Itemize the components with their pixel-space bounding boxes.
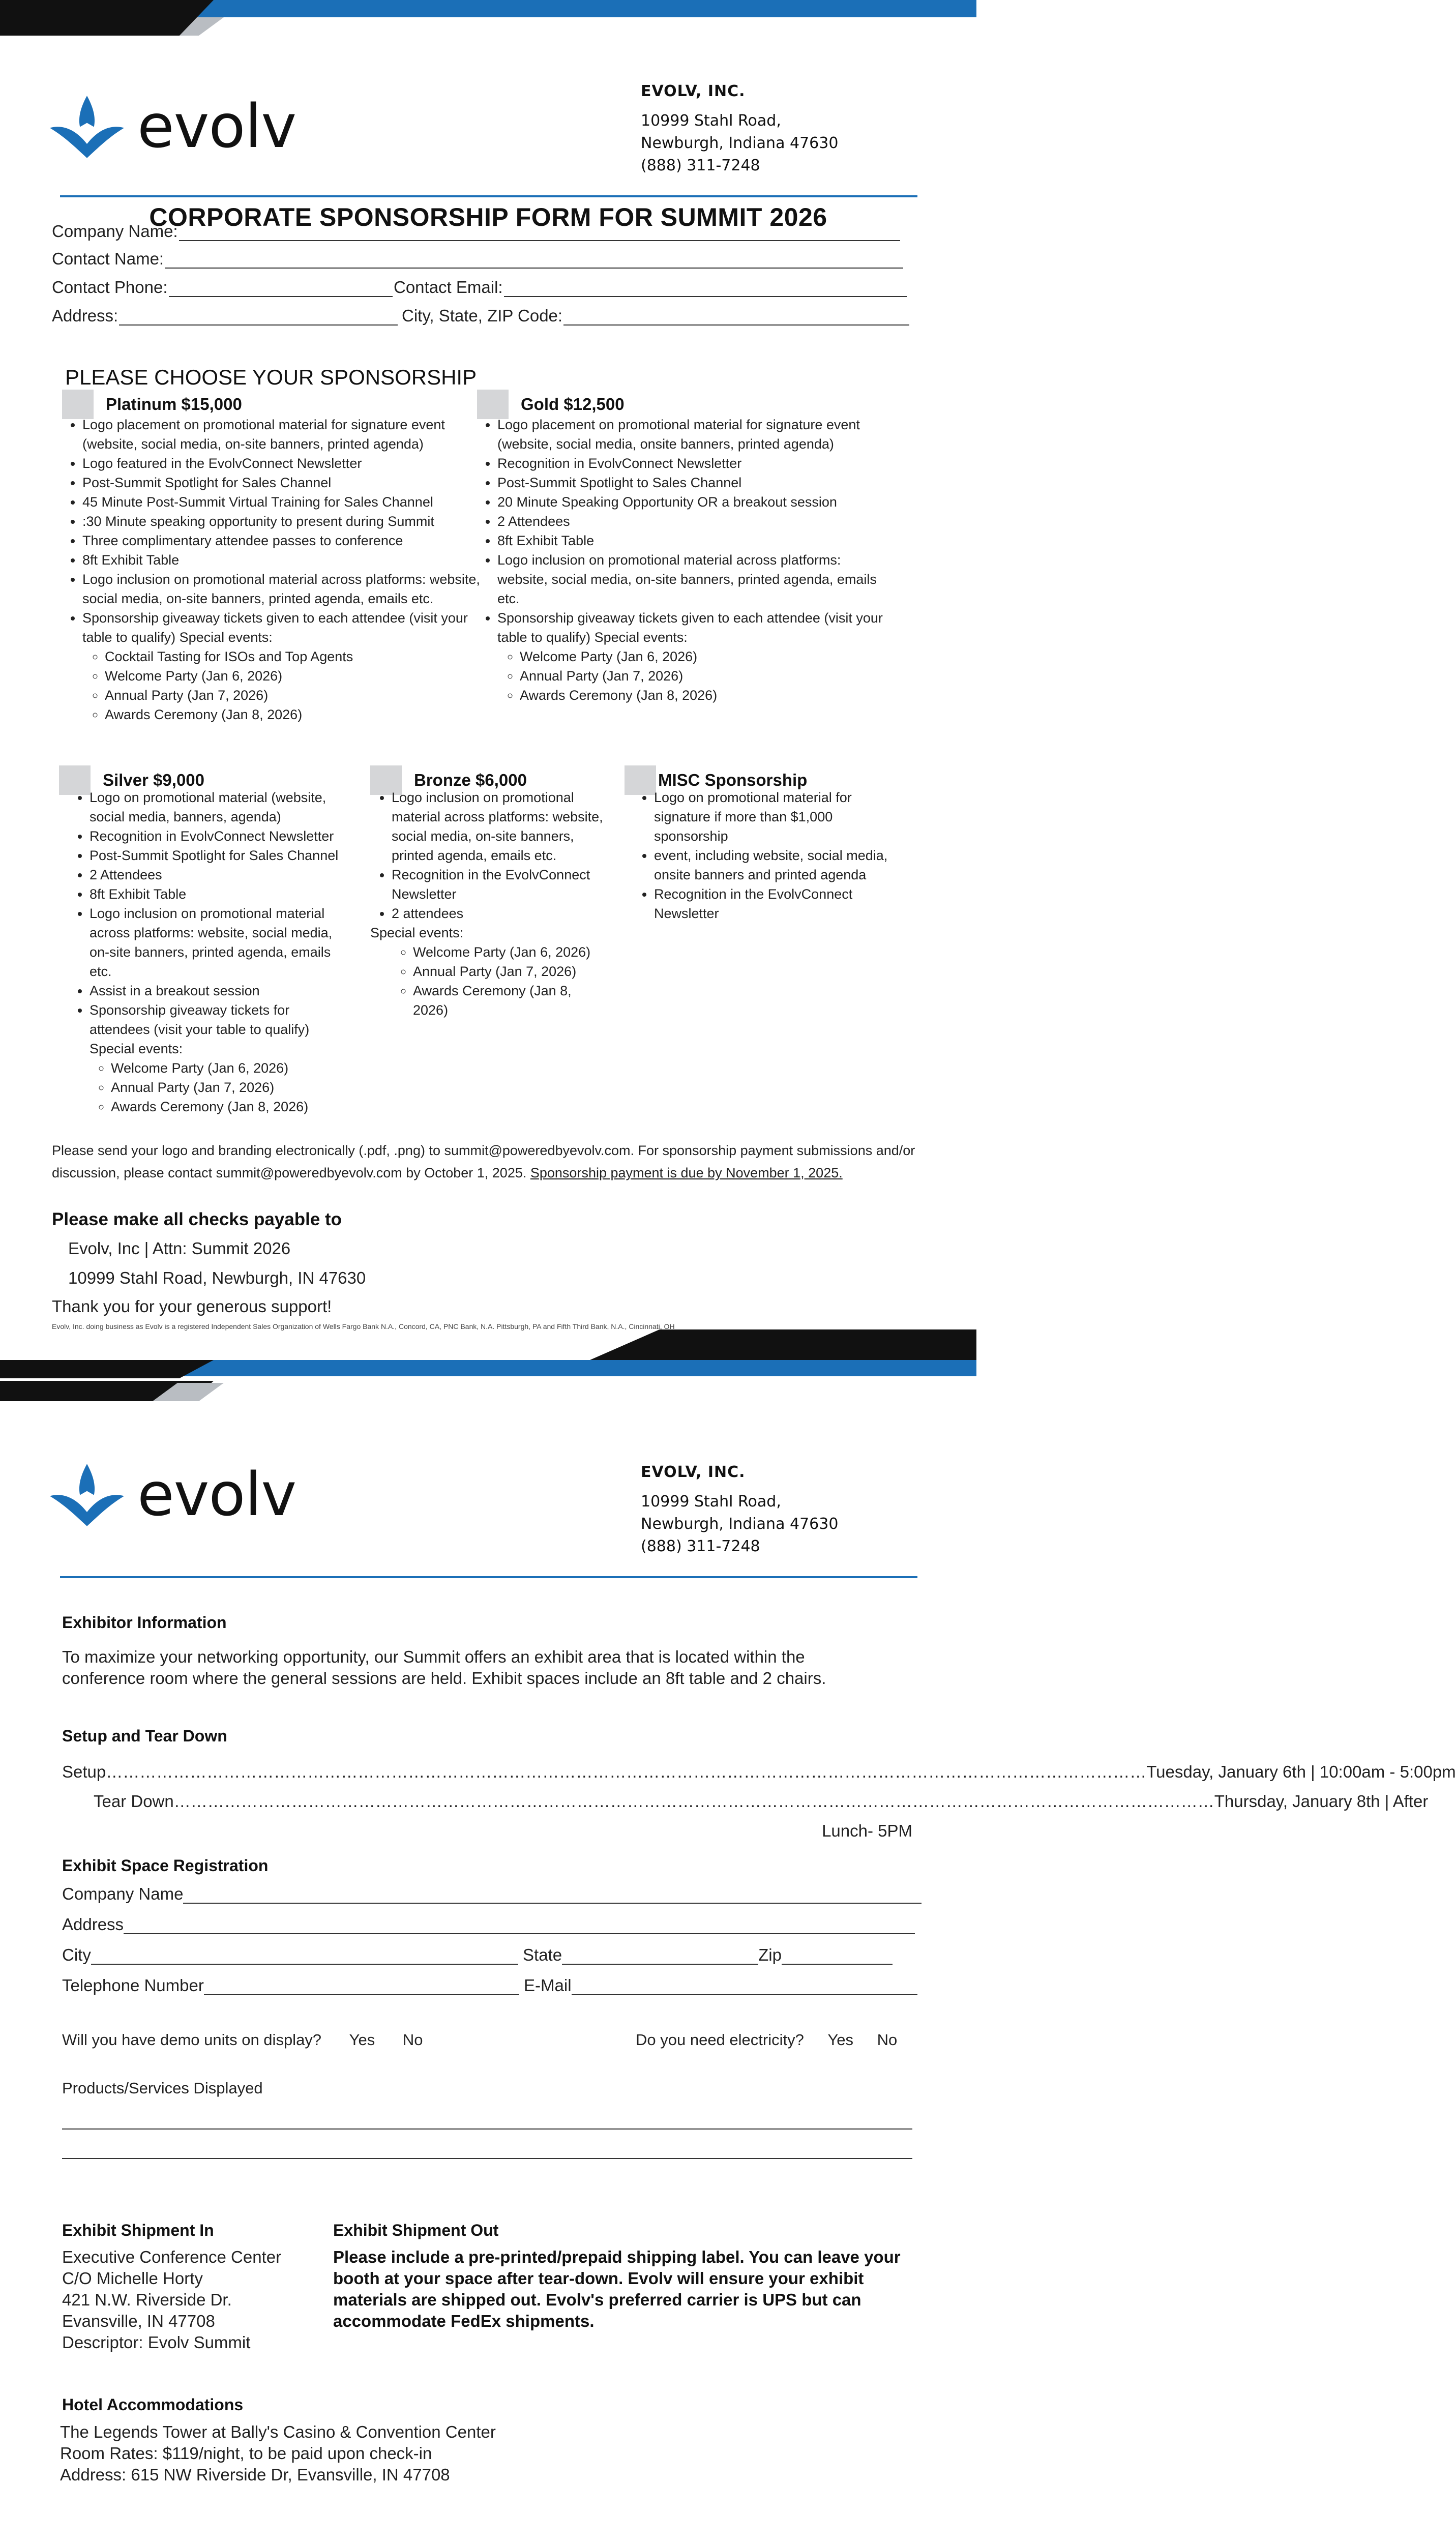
products-line-1[interactable] [62, 2128, 912, 2130]
company-address-block [641, 80, 838, 177]
logo-submission-note [52, 1139, 927, 1184]
hotel-line: Address: 615 NW Riverside Dr, Evansville, IN 47708 [60, 2465, 450, 2484]
electricity-question-row [636, 2029, 897, 2051]
reg-company-line[interactable] [183, 1888, 922, 1904]
silver-item: • Logo on promotional material (website, social media, banners, agenda) [90, 788, 349, 826]
teardown-label: Tear Down [94, 1792, 174, 1811]
contact-email-label: Contact Email: [394, 278, 503, 297]
reg-city-line[interactable] [91, 1949, 518, 1965]
reg-phone-line[interactable] [204, 1980, 519, 1995]
platinum-item: • Logo inclusion on promotional material across platforms: website, social media, on-site banners, printed agenda, emails etc. [82, 570, 499, 608]
platinum-event: ◦ Welcome Party (Jan 6, 2026) [105, 666, 499, 686]
platinum-event: ◦ Cocktail Tasting for ISOs and Top Agents [105, 647, 499, 666]
gold-item: • Recognition in EvolvConnect Newsletter [497, 454, 894, 473]
company-phone: (888) 311-7248 [641, 1537, 760, 1555]
silver-item: • Post-Summit Spotlight for Sales Channel [90, 846, 349, 865]
platinum-item: • Sponsorship giveaway tickets given to each attendee (visit your table to qualify) Special events: [82, 608, 499, 647]
form-title: CORPORATE SPONSORSHIP FORM FOR SUMMIT 2026 [149, 203, 827, 231]
address-line[interactable] [119, 309, 398, 326]
page-separator [0, 1333, 976, 1381]
reg-company-label: Company Name [62, 1884, 184, 1903]
shipment-in-line: Evansville, IN 47708 [62, 2312, 215, 2330]
address-line-2: Newburgh, Indiana 47630 [641, 1515, 839, 1533]
silver-special-label: Special events: [90, 1041, 183, 1056]
misc-checkbox[interactable] [625, 765, 656, 795]
page2-header-black-corner [0, 1360, 214, 1378]
reg-zip-label: Zip [758, 1945, 782, 1964]
shipment-in-line: C/O Michelle Horty [62, 2269, 203, 2288]
gold-event: ◦ Annual Party (Jan 7, 2026) [520, 666, 894, 686]
electricity-no-option[interactable]: No [877, 2031, 898, 2049]
platinum-item: • :30 Minute speaking opportunity to present during Summit [82, 512, 499, 531]
bronze-event: ◦ Annual Party (Jan 7, 2026) [413, 962, 604, 981]
teardown-row [94, 1792, 1429, 1811]
company-name-line[interactable] [179, 225, 900, 241]
bronze-tier [370, 765, 604, 1020]
gold-item: • Sponsorship giveaway tickets given to each attendee (visit your table to qualify) Special events: [497, 608, 894, 647]
silver-tier [59, 765, 349, 1116]
address-line-1: 10999 Stahl Road, [641, 1493, 781, 1511]
header-divider [60, 195, 917, 197]
bronze-item: • Recognition in the EvolvConnect Newsletter [392, 865, 604, 904]
silver-checkbox[interactable] [59, 765, 91, 795]
gold-item: • Logo inclusion on promotional material across platforms: website, social media, on-site banners, printed agenda, emails etc. [497, 550, 894, 608]
hotel-heading: Hotel Accommodations [62, 2396, 244, 2414]
reg-company-field[interactable] [62, 1884, 922, 1904]
shipment-out-heading: Exhibit Shipment Out [333, 2221, 499, 2239]
address-line-1: 10999 Stahl Road, [641, 112, 781, 130]
reg-city-label: City [62, 1945, 91, 1964]
choose-sponsorship-heading: PLEASE CHOOSE YOUR SPONSORSHIP [65, 365, 477, 389]
reg-zip-line[interactable] [782, 1949, 893, 1965]
registration-heading: Exhibit Space Registration [62, 1856, 269, 1875]
gold-event: ◦ Awards Ceremony (Jan 8, 2026) [520, 686, 894, 705]
thanks-note: Thank you for your generous support! [52, 1297, 332, 1316]
products-label: Products/Services Displayed [62, 2079, 263, 2097]
silver-event: ◦ Annual Party (Jan 7, 2026) [111, 1078, 349, 1097]
contact-name-field[interactable] [52, 249, 903, 269]
contact-name-label: Contact Name: [52, 249, 164, 268]
reg-state-label: State [523, 1945, 562, 1964]
gold-item: • 20 Minute Speaking Opportunity OR a breakout session [497, 492, 894, 512]
payment-due-text: Sponsorship payment is due by November 1, 2025. [530, 1165, 843, 1180]
silver-event: ◦ Awards Ceremony (Jan 8, 2026) [111, 1097, 349, 1116]
checks-address: 10999 Stahl Road, Newburgh, IN 47630 [68, 1268, 366, 1287]
bronze-event: ◦ Awards Ceremony (Jan 8, 2026) [413, 981, 604, 1020]
bronze-event: ◦ Welcome Party (Jan 6, 2026) [413, 942, 604, 962]
gold-item: • Logo placement on promotional material for signature event (website, social media, onsite banners, printed agenda) [497, 415, 894, 454]
reg-state-line[interactable] [562, 1949, 758, 1965]
exhibitor-text: To maximize your networking opportunity, our Summit offers an exhibit area that is located within the conference room where the general sessions are held. Exhibit spaces include an 8ft table and 2 chairs. [62, 1647, 826, 1688]
evolv-logo [47, 1460, 296, 1528]
hotel-line: The Legends Tower at Bally's Casino & Convention Center [60, 2422, 496, 2441]
contact-name-line[interactable] [165, 252, 903, 269]
contact-email-line[interactable] [504, 281, 907, 297]
address-line-2: Newburgh, Indiana 47630 [641, 134, 839, 152]
electricity-question: Do you need electricity? [636, 2031, 804, 2049]
logo-wordmark: evolv [137, 91, 296, 161]
contact-phone-label: Contact Phone: [52, 278, 168, 297]
header-black-corner [0, 0, 214, 36]
reg-address-field[interactable] [62, 1915, 915, 1934]
platinum-item: • Post-Summit Spotlight for Sales Channel [82, 473, 499, 492]
gold-tier [477, 390, 894, 705]
bronze-special-label: Special events: [370, 925, 464, 940]
platinum-item: • 8ft Exhibit Table [82, 550, 499, 570]
city-state-zip-label: City, State, ZIP Code: [402, 306, 563, 325]
company-phone: (888) 311-7248 [641, 157, 760, 174]
silver-item: • Sponsorship giveaway tickets for attendees (visit your table to qualify) [90, 1000, 349, 1039]
gold-item: • 8ft Exhibit Table [497, 531, 894, 550]
evolv-mark-icon [47, 1460, 127, 1528]
platinum-item: • Logo featured in the EvolvConnect Newsletter [82, 454, 499, 473]
gold-item: • Post-Summit Spotlight to Sales Channel [497, 473, 894, 492]
gold-event: ◦ Welcome Party (Jan 6, 2026) [520, 647, 894, 666]
gold-item: • 2 Attendees [497, 512, 894, 531]
exhibitor-info-page [0, 1381, 1456, 2543]
products-line-2[interactable] [62, 2158, 912, 2159]
bronze-item: • 2 attendees [392, 904, 604, 923]
silver-event: ◦ Welcome Party (Jan 6, 2026) [111, 1058, 349, 1078]
evolv-logo [47, 92, 296, 160]
company-name: EVOLV, INC. [641, 1463, 746, 1481]
shipment-in-line: 421 N.W. Riverside Dr. [62, 2290, 232, 2309]
silver-item: • 2 Attendees [90, 865, 349, 884]
address-label: Address: [52, 306, 118, 325]
electricity-yes-option[interactable]: Yes [827, 2031, 854, 2049]
city-state-zip-line[interactable] [563, 309, 909, 326]
exhibitor-heading: Exhibitor Information [62, 1613, 227, 1632]
silver-item: • 8ft Exhibit Table [90, 884, 349, 904]
platinum-event: ◦ Annual Party (Jan 7, 2026) [105, 686, 499, 705]
contact-phone-field[interactable] [52, 278, 393, 297]
teardown-leader: …………………………………………………………………………………………………………………………………………………………………… [173, 1792, 1214, 1811]
city-state-zip-field[interactable] [402, 306, 909, 326]
shipment-in-address [62, 2246, 326, 2353]
shipment-in-line: Executive Conference Center [62, 2248, 282, 2266]
silver-item: • Logo inclusion on promotional material across platforms: website, social media, on-site banners, printed agenda, emails etc. [90, 904, 349, 981]
contact-email-field[interactable] [394, 278, 907, 297]
checks-payee: Evolv, Inc | Attn: Summit 2026 [68, 1239, 291, 1258]
platinum-item: • Three complimentary attendee passes to conference [82, 531, 499, 550]
misc-item: • Recognition in the EvolvConnect Newsletter [654, 884, 909, 923]
shipment-in-line: Descriptor: Evolv Summit [62, 2333, 251, 2352]
demo-yes-option[interactable]: Yes [349, 2031, 375, 2049]
misc-tier [625, 765, 909, 923]
send-text: Please send your logo and branding electronically (.pdf, .png) to summit@poweredbyevolv.com. For sponsorship payment submissions and/or discussion, please contact summit@poweredbyevolv.com by October 1, 2025. [52, 1143, 915, 1180]
demo-no-option[interactable]: No [402, 2031, 423, 2049]
setup-row [62, 1762, 1456, 1782]
company-name-label: Company Name: [52, 222, 178, 241]
demo-question: Will you have demo units on display? [62, 2031, 322, 2049]
logo-wordmark: evolv [137, 1459, 296, 1529]
reg-phone-field[interactable] [62, 1976, 917, 1995]
company-name-field[interactable] [52, 222, 900, 241]
hotel-details [60, 2421, 670, 2486]
reg-city-field[interactable] [62, 1945, 893, 1965]
silver-item: • Recognition in EvolvConnect Newsletter [90, 826, 349, 846]
platinum-item: • Logo placement on promotional material for signature event (website, social media, on-site banners, printed agenda) [82, 415, 499, 454]
demo-question-row [62, 2029, 423, 2051]
setup-leader: …………………………………………………………………………………………………………………………………………………………………… [106, 1762, 1147, 1781]
company-name: EVOLV, INC. [641, 82, 746, 100]
reg-address-line[interactable] [124, 1919, 915, 1934]
shipment-in-heading: Exhibit Shipment In [62, 2221, 214, 2239]
platinum-event: ◦ Awards Ceremony (Jan 8, 2026) [105, 705, 499, 724]
platinum-title: Platinum $15,000 [106, 395, 242, 413]
reg-phone-label: Telephone Number [62, 1976, 204, 1995]
teardown-value: Thursday, January 8th | After [1214, 1792, 1429, 1811]
platinum-item: • 45 Minute Post-Summit Virtual Training for Sales Channel [82, 492, 499, 512]
footer-black-corner [590, 1329, 976, 1360]
teardown-value-2: Lunch- 5PM [822, 1821, 912, 1840]
gold-title: Gold $12,500 [521, 395, 625, 413]
misc-title: MISC Sponsorship [658, 771, 808, 789]
bronze-title: Bronze $6,000 [414, 771, 527, 789]
legal-fine-print: Evolv, Inc. doing business as Evolv is a registered Independent Sales Organization of Wells Fargo Bank N.A., Concord, CA, PNC Bank, N.A. Pittsburgh, PA and Fifth Third Bank, N.A., Cincinnati, OH [52, 1322, 675, 1330]
bronze-item: • Logo inclusion on promotional material across platforms: website, social media, on-site banners, printed agenda, emails etc. [392, 788, 604, 865]
silver-item: • Assist in a breakout session [90, 981, 349, 1000]
contact-phone-line[interactable] [169, 281, 393, 297]
company-address-block [641, 1461, 838, 1558]
hotel-line: Room Rates: $119/night, to be paid upon check-in [60, 2444, 432, 2463]
address-field[interactable] [52, 306, 398, 326]
reg-address-label: Address [62, 1915, 124, 1934]
header-divider [60, 1576, 917, 1578]
setup-label: Setup [62, 1762, 106, 1781]
evolv-mark-icon [47, 92, 127, 160]
sponsorship-form-page [0, 0, 976, 1333]
setup-value: Tuesday, January 6th | 10:00am - 5:00pm [1146, 1762, 1456, 1781]
silver-title: Silver $9,000 [103, 771, 204, 789]
setup-heading: Setup and Tear Down [62, 1727, 227, 1745]
shipment-out-text: Please include a pre-printed/prepaid shipping label. You can leave your booth at your space after tear-down. Evolv will ensure your exhibit materials are shipped out. Evolv's preferred carrier is UPS but can accommodate FedEx shipments. [333, 2248, 901, 2330]
reg-email-line[interactable] [572, 1980, 917, 1995]
misc-item: • event, including website, social media, onsite banners and printed agenda [654, 846, 909, 884]
platinum-tier [62, 390, 499, 724]
misc-item: • Logo on promotional material for signature if more than $1,000 sponsorship [654, 788, 909, 846]
reg-email-label: E-Mail [524, 1976, 572, 1995]
checks-heading: Please make all checks payable to [52, 1209, 342, 1229]
